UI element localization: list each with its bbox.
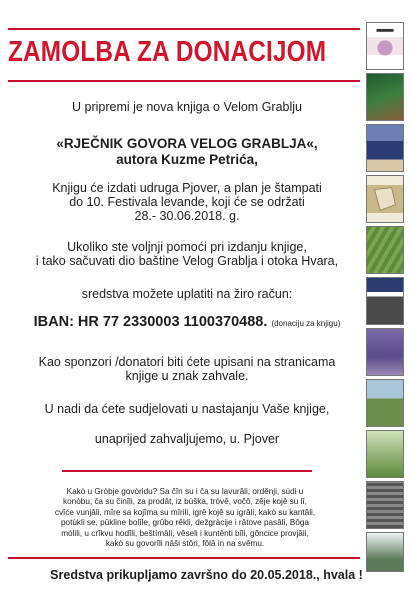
book-title: «RJEČNIK GOVORA VELOG GRABLJA«,	[56, 136, 318, 151]
book-cover-image	[366, 226, 404, 274]
poem-line: cvîće vunjâli, mîre sa kojîma su mîrili, igrê kojê su igrâli, kakò su kantâli,	[54, 507, 316, 517]
footer-deadline: Sredstva prikupljamo završno do 20.05.2018., hvala !	[50, 568, 363, 582]
dialect-poem	[30, 487, 340, 549]
book-cover-image	[366, 430, 404, 478]
hope-text: U nadi da ćete sudjelovati u nastajanju Vaše knjige,	[44, 402, 330, 416]
publish-line: Knjigu će izdati udruga Pjover, a plan je štampati	[52, 181, 322, 195]
intro-text: U pripremi je nova knjiga o Velom Grablju	[72, 100, 302, 114]
map-icon	[367, 176, 403, 222]
pay-text: sredstva možete uplatiti na žiro račun:	[81, 287, 293, 301]
thanks-info	[12, 432, 362, 446]
pay-info	[12, 287, 362, 301]
book-cover-image	[366, 328, 404, 376]
poem-line: potùkli se, pûkline bolîle, grûbo rêkli, dežgràcije i râtove pasâli, Bôga	[60, 518, 310, 528]
poem-line: konòbu, ča su činîli, za prodât, iz bùška, tròvê, vočô, zêje kojê su lî,	[63, 497, 307, 507]
poem-line: mòlili, u crîkvu hodîli, beštímâli, vêseli i kuntênti bîli, gôncice provjâli,	[61, 528, 309, 538]
page-title: ZAMOLBA ZA DONACIJOM	[8, 36, 327, 68]
poem-line: Kakò u Gròbje govòridu? Sa čîn su i ča su lavurâli, orděnji, súdi u	[66, 487, 304, 496]
intro-block	[12, 100, 362, 114]
book-cover-image	[366, 124, 404, 172]
book-cover-column	[366, 22, 404, 575]
book-cover-image	[366, 73, 404, 121]
sponsor-line: Kao sponzori /donatori biti ćete upisani na stranicama	[38, 355, 336, 369]
publish-line: do 10. Festivala levande, koji će se održati	[69, 195, 305, 209]
poem-line: kakò su govorîli nâši stôri, fôlâ in na svêmu.	[105, 539, 265, 549]
book-info	[12, 136, 362, 168]
iban-number[interactable]: IBAN: HR 77 2330003 1100370488.	[33, 314, 268, 330]
publish-line: 28.- 30.06.2018. g.	[134, 209, 240, 223]
publish-info	[12, 181, 362, 223]
title-rule	[8, 80, 360, 82]
book-cover-image	[366, 175, 404, 223]
sponsor-info	[12, 355, 362, 383]
iban-block	[12, 315, 362, 331]
sponsor-line: knjige u znak zahvale.	[125, 369, 249, 383]
help-info	[12, 240, 362, 268]
iban-line	[12, 315, 362, 331]
footer-rule	[8, 557, 360, 559]
help-line: i tako sačuvati dio baštine Velog Grablja i otoka Hvara,	[35, 254, 339, 268]
book-cover-image	[366, 277, 404, 325]
book-cover-image	[366, 481, 404, 529]
poem-rule	[62, 470, 312, 472]
book-cover-image	[366, 22, 404, 70]
book-cover-image	[366, 532, 404, 572]
iban-note: (donaciju za knjigu)	[271, 319, 341, 328]
top-rule	[8, 28, 360, 30]
book-author: autora Kuzme Petrića,	[116, 152, 258, 167]
hope-info	[12, 402, 362, 416]
lavender-icon	[367, 23, 403, 69]
thanks-text: unaprijed zahvaljujemo, u. Pjover	[94, 432, 280, 446]
book-cover-image	[366, 379, 404, 427]
help-line: Ukoliko ste voljnji pomoći pri izdanju knjige,	[67, 240, 307, 254]
